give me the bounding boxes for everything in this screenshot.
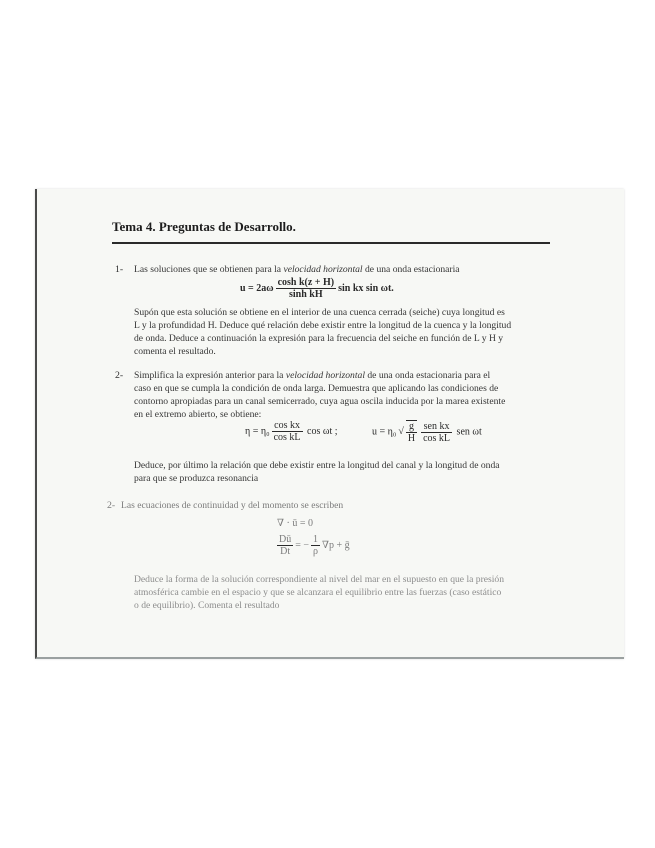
q3-number: 2- — [107, 500, 116, 511]
q3-line-1: Deduce la forma de la solución correspondiente al nivel del mar en el supuesto en que la presión — [134, 574, 505, 585]
q2-number: 2- — [115, 370, 124, 381]
title-rule — [112, 242, 550, 244]
q2-equation-eta: η = η₀ $\frac{\text{cos kx}}{\text{cos kL}}$ cos ωt ; — [245, 420, 338, 443]
q1-line-1: Supón que esta solución se obtiene en el interior de una cuenca cerrada (seiche) cuya longitud es — [134, 307, 505, 318]
q2-equation-u: u = η₀ √ $\frac{g}{H}$ $\frac{\text{sen kx}}{\text{cos kL}}$ sen ωt — [372, 420, 482, 444]
document-page — [35, 189, 624, 659]
q3-line-2: atmosférica cambie en el espacio y que se alcanzara el equilibrio entre las fuerzas (caso estático — [134, 587, 502, 598]
q3-line-3: o de equilibrio). Comenta el resultado — [134, 600, 280, 611]
q2-closing-1: Deduce, por último la relación que debe existir entre la longitud del canal y la longitud de onda — [134, 460, 500, 471]
q1-intro: Las soluciones que se obtienen para la velocidad horizontal de una onda estacionaria — [134, 264, 460, 275]
q1-line-3: de onda. Deduce a continuación la expresión para la frecuencia del seiche en función de L y H y — [134, 333, 504, 344]
q3-continuity-equation: ∇ · ū = 0 — [277, 518, 313, 529]
q2-line-2: caso en que se cumpla la condición de onda larga. Demuestra que aplicando las condiciones de — [134, 383, 499, 394]
q1-equation: u = 2aω $\frac{\text{cosh k(z + H)}}{\text{sinh kH}}$ sin kx sin ωt. — [240, 277, 394, 300]
q2-line-4: en el extremo abierto, se obtiene: — [134, 409, 262, 420]
q1-line-4: comenta el resultado. — [134, 346, 216, 357]
q2-line-1: Simplifica la expresión anterior para la velocidad horizontal de una onda estacionaria para el — [134, 370, 491, 381]
q2-line-3: contorno apropiadas para un canal semicerrado, cuya agua oscila inducida por la marea existente — [134, 396, 506, 407]
q3-momentum-equation: $\frac{Dū}{Dt}$ = − $\frac{1}{\rho}$ ∇p + ḡ — [279, 534, 350, 557]
page-title: Tema 4. Preguntas de Desarrollo. — [112, 219, 296, 234]
q2-closing-2: para que se produzca resonancia — [134, 473, 259, 484]
q1-number: 1- — [115, 264, 124, 275]
q3-intro: Las ecuaciones de continuidad y del momento se escriben — [121, 500, 344, 511]
q1-line-2: L y la profundidad H. Deduce qué relación debe existir entre la longitud de la cuenca y la longitud — [134, 320, 512, 331]
